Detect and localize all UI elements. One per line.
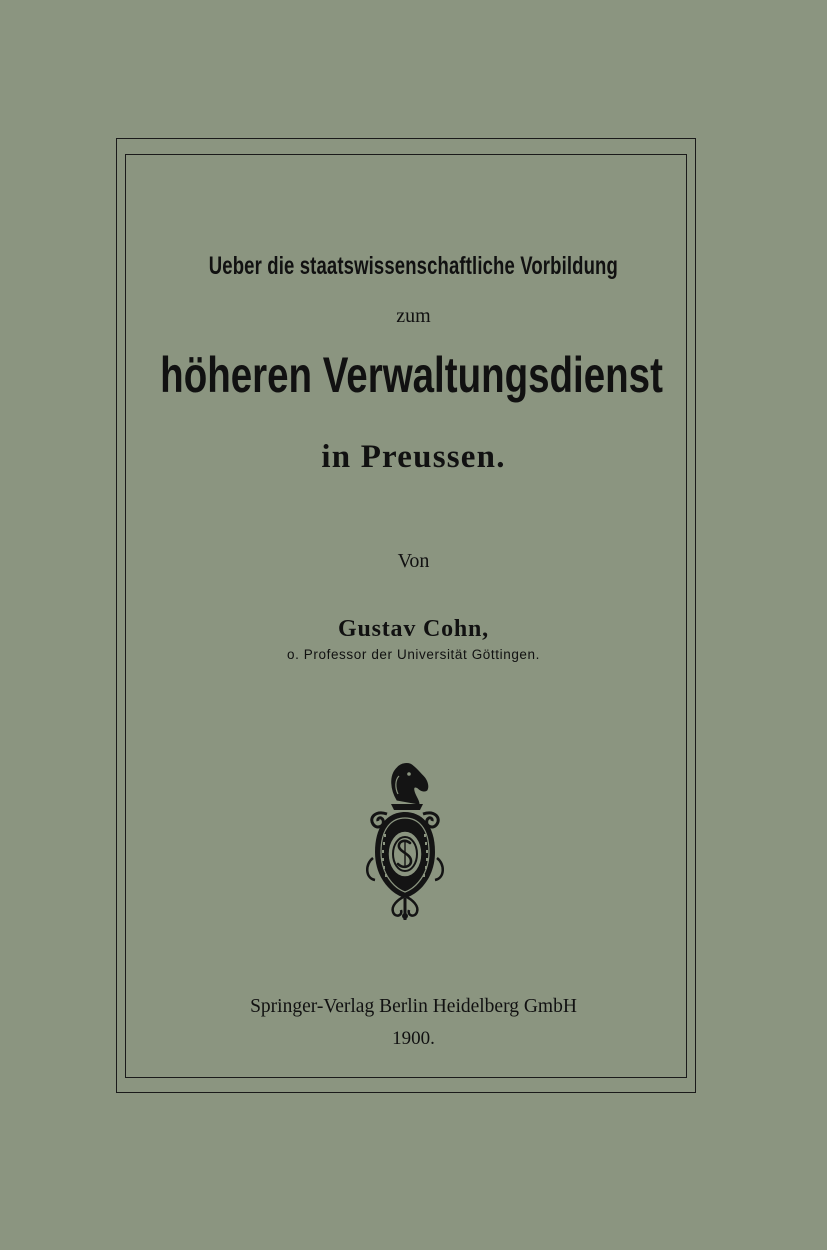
springer-knight-emblem-icon xyxy=(357,760,453,922)
title-line-2: zum xyxy=(396,305,431,327)
title-line-4: in Preussen. xyxy=(321,439,506,475)
publisher-line: Springer-Verlag Berlin Heidelberg GmbH xyxy=(250,996,577,1017)
author-affiliation: o. Professor der Universität Göttingen. xyxy=(286,647,540,662)
publication-year: 1900. xyxy=(392,1028,435,1049)
title-line-1: Ueber die staatswissenschaftliche Vorbildung xyxy=(208,252,618,280)
by-label: Von xyxy=(397,550,430,572)
title-line-3: höheren Verwaltungsdienst xyxy=(160,347,663,403)
author-name: Gustav Cohn, xyxy=(338,616,489,642)
